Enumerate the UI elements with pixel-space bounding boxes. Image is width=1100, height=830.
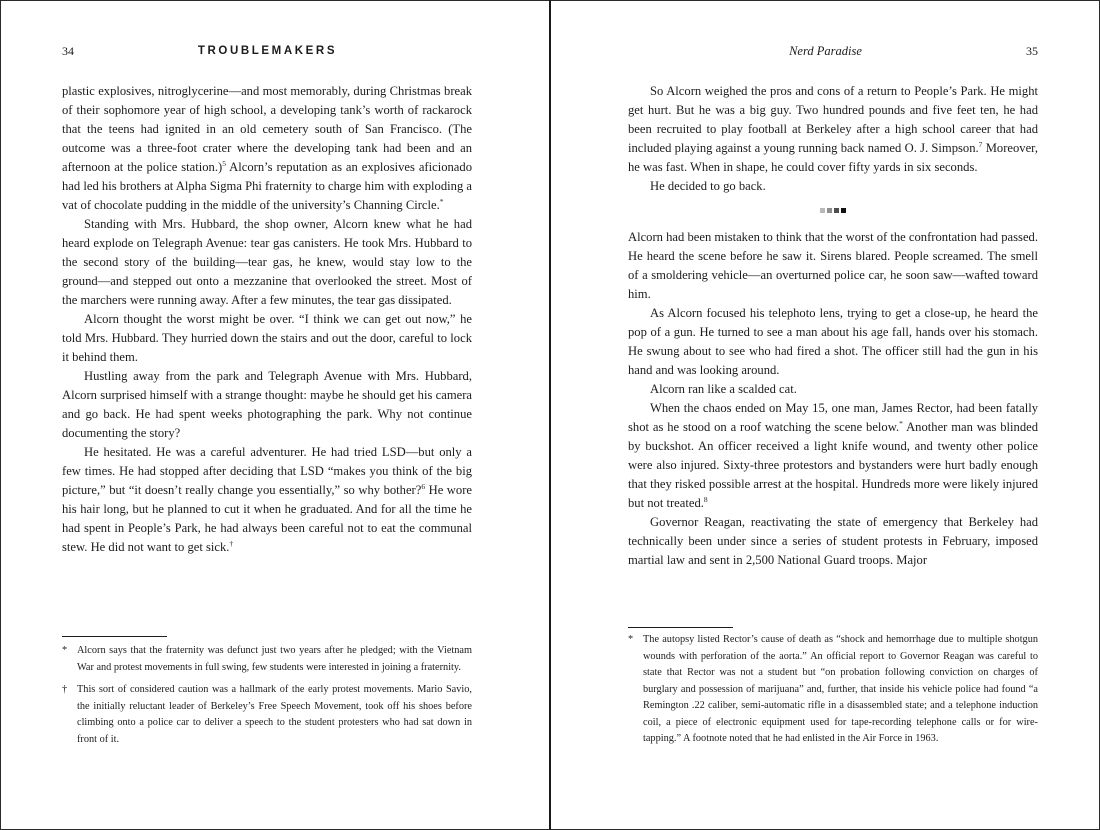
paragraph: Alcorn ran like a scalded cat. [650, 382, 797, 396]
footnote [62, 682, 472, 748]
paragraph: Hustling away from the park and Telegraph Avenue with Mrs. Hubbard, Alcorn surprised himself with a strange thought: maybe he should get his camera and go back. He had spent weeks photographing the park. Why not continue documenting the story? [62, 369, 472, 440]
body-text [62, 82, 472, 557]
note-ref[interactable]: 7 [978, 140, 983, 149]
footnote [62, 643, 472, 676]
paragraph: Governor Reagan, reactivating the state of emergency that Berkeley had technically been under since a series of student protests in February, imposed martial law and sent in 2,500 National Guard troops. Major [628, 515, 1038, 567]
paragraph: So Alcorn weighed the pros and cons of a return to People’s Park. He might get hurt. But he was a big guy. Two hundred pounds and five feet ten, he had been recruited to play football at Berkeley after a high school career that had included playing against a young running back named O. J. Simpson.$^7$ Moreover, he was fast. When in shape, he could cover fifty yards in six seconds. [628, 84, 1038, 174]
footnote [628, 632, 1038, 748]
paragraph: Standing with Mrs. Hubbard, the shop owner, Alcorn knew what he had heard explode on Telegraph Avenue: tear gas canisters. He took Mrs. Hubbard to the second story of the building—tear gas, he knew, would stay low to the ground—and stepped out onto a mezzanine that overlooked the street. Most of the marchers were running away. After a few minutes, the tear gas dissipated. [62, 217, 472, 307]
running-head: Nerd Paradise [789, 44, 862, 58]
footnotes [62, 643, 472, 754]
note-ref[interactable]: 5 [222, 159, 226, 168]
paragraph: He hesitated. He was a careful adventurer. He had tried LSD—but only a few times. He had stopped after deciding that LSD “makes you think of the big picture,” but “it doesn’t really change you essentially,” so why bother?$^6$ He wore his hair long, but he planned to cut it when he graduated. And for all the time he had spent in People’s Park, he had always been careful not to eat the communal stew. He did not want to get sick.† [62, 445, 472, 554]
ornament-square [820, 208, 825, 213]
footnotes [628, 632, 1038, 754]
note-ref[interactable]: * [899, 419, 903, 428]
footnote-text: The autopsy listed Rector’s cause of death as “shock and hemorrhage due to multiple shotgun wounds with perforation of the aorta.” An official report to Governor Reagan was careful to state that Rector was not a student but “on probation following conviction on charges of burglary and possession of marijuana” and, further, that inside his vehicle police had found “a Remington .22 caliber, semi-automatic rifle in a disassembled state; and a telephone induction coil, a piece of electronic equipment used for tape-recording telephone calls or for wire-tapping.” A footnote noted that he had enlisted in the Air Force in 1963. [643, 634, 1038, 744]
ornament-square [841, 208, 846, 213]
page-number: 35 [1026, 44, 1038, 58]
footnote-mark: † [62, 684, 68, 695]
paragraph: Alcorn had been mistaken to think that the worst of the confrontation had passed. He heard the scene before he saw it. Sirens blared. People screamed. The smell of a smoldering vehicle—an overturned police car, he soon saw—wafted toward him. [628, 230, 1038, 301]
footnote-text: Alcorn says that the fraternity was defunct just two years after he pledged; with the Vietnam War and protest movements in full swing, few students were interested in joining a fraternity. [77, 645, 472, 673]
left-page [0, 0, 549, 830]
paragraph: Alcorn thought the worst might be over. “I think we can get out now,” he told Mrs. Hubbard. They hurried down the stairs and out the door, careful to lock it behind them. [62, 312, 472, 364]
body-text [628, 82, 1038, 570]
note-ref[interactable]: 6 [421, 482, 426, 491]
footnote-rule [62, 636, 167, 637]
footnote-text: This sort of considered caution was a hallmark of the early protest movements. Mario Savio, the initially reluctant leader of Berkeley’s Free Speech Movement, took off his shoes before climbing onto a police car to deliver a speech to the student protesters who had sat down in front of it. [77, 684, 472, 745]
page-number: 34 [62, 44, 74, 58]
footnote-rule [628, 627, 733, 628]
note-ref[interactable]: 8 [703, 495, 708, 504]
paragraph: When the chaos ended on May 15, one man, James Rector, had been fatally shot as he stood on a roof watching the scene below.* Another man was blinded by buckshot. An officer received a light knife wound, and twenty other police were also injured. Sixty-three protestors and bystanders were hurt badly enough that they risked possible arrest at the hospital. Hundreds more were likely injured but not treated.$^8$ [628, 401, 1038, 510]
running-head: TROUBLEMAKERS [197, 45, 338, 57]
ornament-square [827, 208, 832, 213]
paragraph: As Alcorn focused his telephoto lens, trying to get a close-up, he heard the pop of a gun. He turned to see a man about his age fall, hands over his stomach. He swung about to see who had fired a shot. The officer still had the gun in his hand and was looking around. [628, 306, 1038, 377]
note-ref[interactable]: † [229, 539, 234, 548]
paragraph: plastic explosives, nitroglycerine—and most memorably, during Christmas break of their sophomore year of high school, a developing tank’s worth of rackarock that the teens had ignited in an old cemetery south of San Francisco. (The outcome was a three-foot crater where the developing tank had been and an afternoon at the police station.)$^5$ Alcorn’s reputation as an explosives aficionado had led his brothers at Alpha Sigma Phi fraternity to charge him with exploding a vat of chocolate pudding in the middle of the university’s Channing Circle.* [62, 84, 472, 212]
footnote-mark: * [628, 634, 634, 645]
note-ref[interactable]: * [439, 197, 444, 206]
right-page [551, 0, 1100, 830]
paragraph: He decided to go back. [650, 179, 766, 193]
footnote-mark: * [62, 645, 68, 656]
section-break-ornament [628, 208, 1038, 213]
ornament-square [834, 208, 839, 213]
